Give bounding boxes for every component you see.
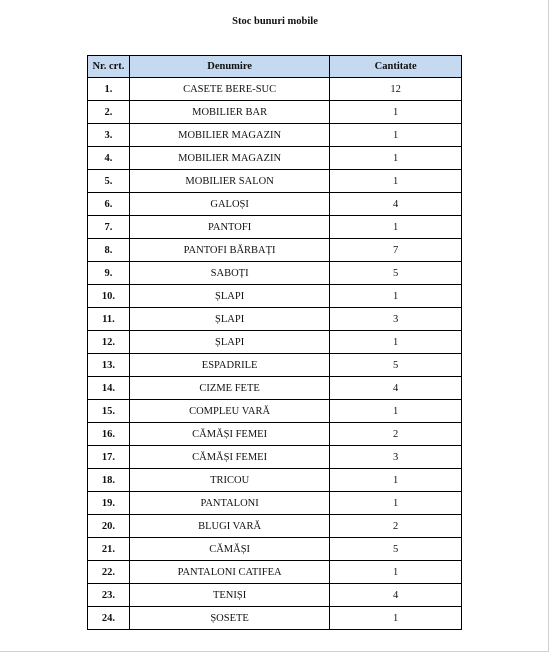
cell-cantitate: 7 xyxy=(330,239,462,262)
cell-cantitate: 1 xyxy=(330,124,462,147)
cell-nr-crt: 21. xyxy=(88,538,130,561)
stock-table xyxy=(87,55,462,630)
cell-denumire: CĂMĂȘI FEMEI xyxy=(129,423,329,446)
cell-nr-crt: 6. xyxy=(88,193,130,216)
table-row xyxy=(88,239,462,262)
table-row xyxy=(88,193,462,216)
table-body xyxy=(88,78,462,630)
cell-nr-crt: 16. xyxy=(88,423,130,446)
table-row xyxy=(88,492,462,515)
table-row xyxy=(88,584,462,607)
cell-denumire: MOBILIER MAGAZIN xyxy=(129,124,329,147)
cell-cantitate: 5 xyxy=(330,354,462,377)
table-row xyxy=(88,561,462,584)
cell-nr-crt: 11. xyxy=(88,308,130,331)
table-row xyxy=(88,170,462,193)
header-nr-crt: Nr. crt. xyxy=(88,56,130,78)
table-row xyxy=(88,262,462,285)
table-row xyxy=(88,147,462,170)
table-row xyxy=(88,515,462,538)
cell-denumire: SABOȚI xyxy=(129,262,329,285)
table-row xyxy=(88,78,462,101)
cell-denumire: ESPADRILE xyxy=(129,354,329,377)
cell-denumire: ȘLAPI xyxy=(129,331,329,354)
cell-denumire: TENIȘI xyxy=(129,584,329,607)
table-row xyxy=(88,538,462,561)
cell-nr-crt: 8. xyxy=(88,239,130,262)
cell-nr-crt: 3. xyxy=(88,124,130,147)
cell-denumire: CIZME FETE xyxy=(129,377,329,400)
cell-denumire: CĂMĂȘI xyxy=(129,538,329,561)
table-header-row xyxy=(88,56,462,78)
header-cantitate: Cantitate xyxy=(330,56,462,78)
cell-cantitate: 4 xyxy=(330,193,462,216)
cell-cantitate: 1 xyxy=(330,492,462,515)
cell-denumire: CASETE BERE-SUC xyxy=(129,78,329,101)
cell-denumire: ȘLAPI xyxy=(129,285,329,308)
cell-cantitate: 4 xyxy=(330,377,462,400)
cell-cantitate: 1 xyxy=(330,469,462,492)
cell-cantitate: 1 xyxy=(330,285,462,308)
cell-denumire: PANTOFI BĂRBAȚI xyxy=(129,239,329,262)
table-row xyxy=(88,101,462,124)
document-title: Stoc bunuri mobile xyxy=(232,16,318,27)
cell-denumire: ȘLAPI xyxy=(129,308,329,331)
cell-cantitate: 1 xyxy=(330,101,462,124)
cell-nr-crt: 20. xyxy=(88,515,130,538)
cell-cantitate: 5 xyxy=(330,538,462,561)
cell-nr-crt: 5. xyxy=(88,170,130,193)
table-row xyxy=(88,124,462,147)
cell-nr-crt: 12. xyxy=(88,331,130,354)
table-row xyxy=(88,446,462,469)
cell-cantitate: 5 xyxy=(330,262,462,285)
cell-cantitate: 1 xyxy=(330,170,462,193)
cell-nr-crt: 7. xyxy=(88,216,130,239)
table-row xyxy=(88,469,462,492)
cell-nr-crt: 2. xyxy=(88,101,130,124)
header-denumire: Denumire xyxy=(129,56,329,78)
table-row xyxy=(88,308,462,331)
cell-cantitate: 1 xyxy=(330,216,462,239)
cell-cantitate: 1 xyxy=(330,331,462,354)
table-row xyxy=(88,400,462,423)
cell-nr-crt: 13. xyxy=(88,354,130,377)
cell-nr-crt: 19. xyxy=(88,492,130,515)
cell-denumire: PANTOFI xyxy=(129,216,329,239)
cell-denumire: MOBILIER BAR xyxy=(129,101,329,124)
cell-denumire: CĂMĂȘI FEMEI xyxy=(129,446,329,469)
cell-nr-crt: 10. xyxy=(88,285,130,308)
cell-denumire: MOBILIER MAGAZIN xyxy=(129,147,329,170)
cell-cantitate: 2 xyxy=(330,423,462,446)
cell-nr-crt: 4. xyxy=(88,147,130,170)
cell-nr-crt: 14. xyxy=(88,377,130,400)
cell-nr-crt: 17. xyxy=(88,446,130,469)
cell-cantitate: 3 xyxy=(330,446,462,469)
cell-nr-crt: 23. xyxy=(88,584,130,607)
cell-cantitate: 2 xyxy=(330,515,462,538)
cell-denumire: PANTALONI xyxy=(129,492,329,515)
cell-nr-crt: 15. xyxy=(88,400,130,423)
cell-denumire: ȘOSETE xyxy=(129,607,329,630)
cell-denumire: PANTALONI CATIFEA xyxy=(129,561,329,584)
cell-denumire: COMPLEU VARĂ xyxy=(129,400,329,423)
cell-denumire: BLUGI VARĂ xyxy=(129,515,329,538)
table-row xyxy=(88,331,462,354)
cell-nr-crt: 1. xyxy=(88,78,130,101)
table-row xyxy=(88,285,462,308)
cell-nr-crt: 22. xyxy=(88,561,130,584)
cell-cantitate: 3 xyxy=(330,308,462,331)
cell-cantitate: 1 xyxy=(330,607,462,630)
cell-denumire: GALOȘI xyxy=(129,193,329,216)
cell-cantitate: 1 xyxy=(330,561,462,584)
cell-cantitate: 4 xyxy=(330,584,462,607)
table-row xyxy=(88,216,462,239)
cell-cantitate: 12 xyxy=(330,78,462,101)
cell-nr-crt: 18. xyxy=(88,469,130,492)
table-row xyxy=(88,354,462,377)
cell-cantitate: 1 xyxy=(330,147,462,170)
table-row xyxy=(88,377,462,400)
cell-nr-crt: 9. xyxy=(88,262,130,285)
table-row xyxy=(88,423,462,446)
cell-denumire: TRICOU xyxy=(129,469,329,492)
table-row xyxy=(88,607,462,630)
cell-cantitate: 1 xyxy=(330,400,462,423)
cell-nr-crt: 24. xyxy=(88,607,130,630)
cell-denumire: MOBILIER SALON xyxy=(129,170,329,193)
